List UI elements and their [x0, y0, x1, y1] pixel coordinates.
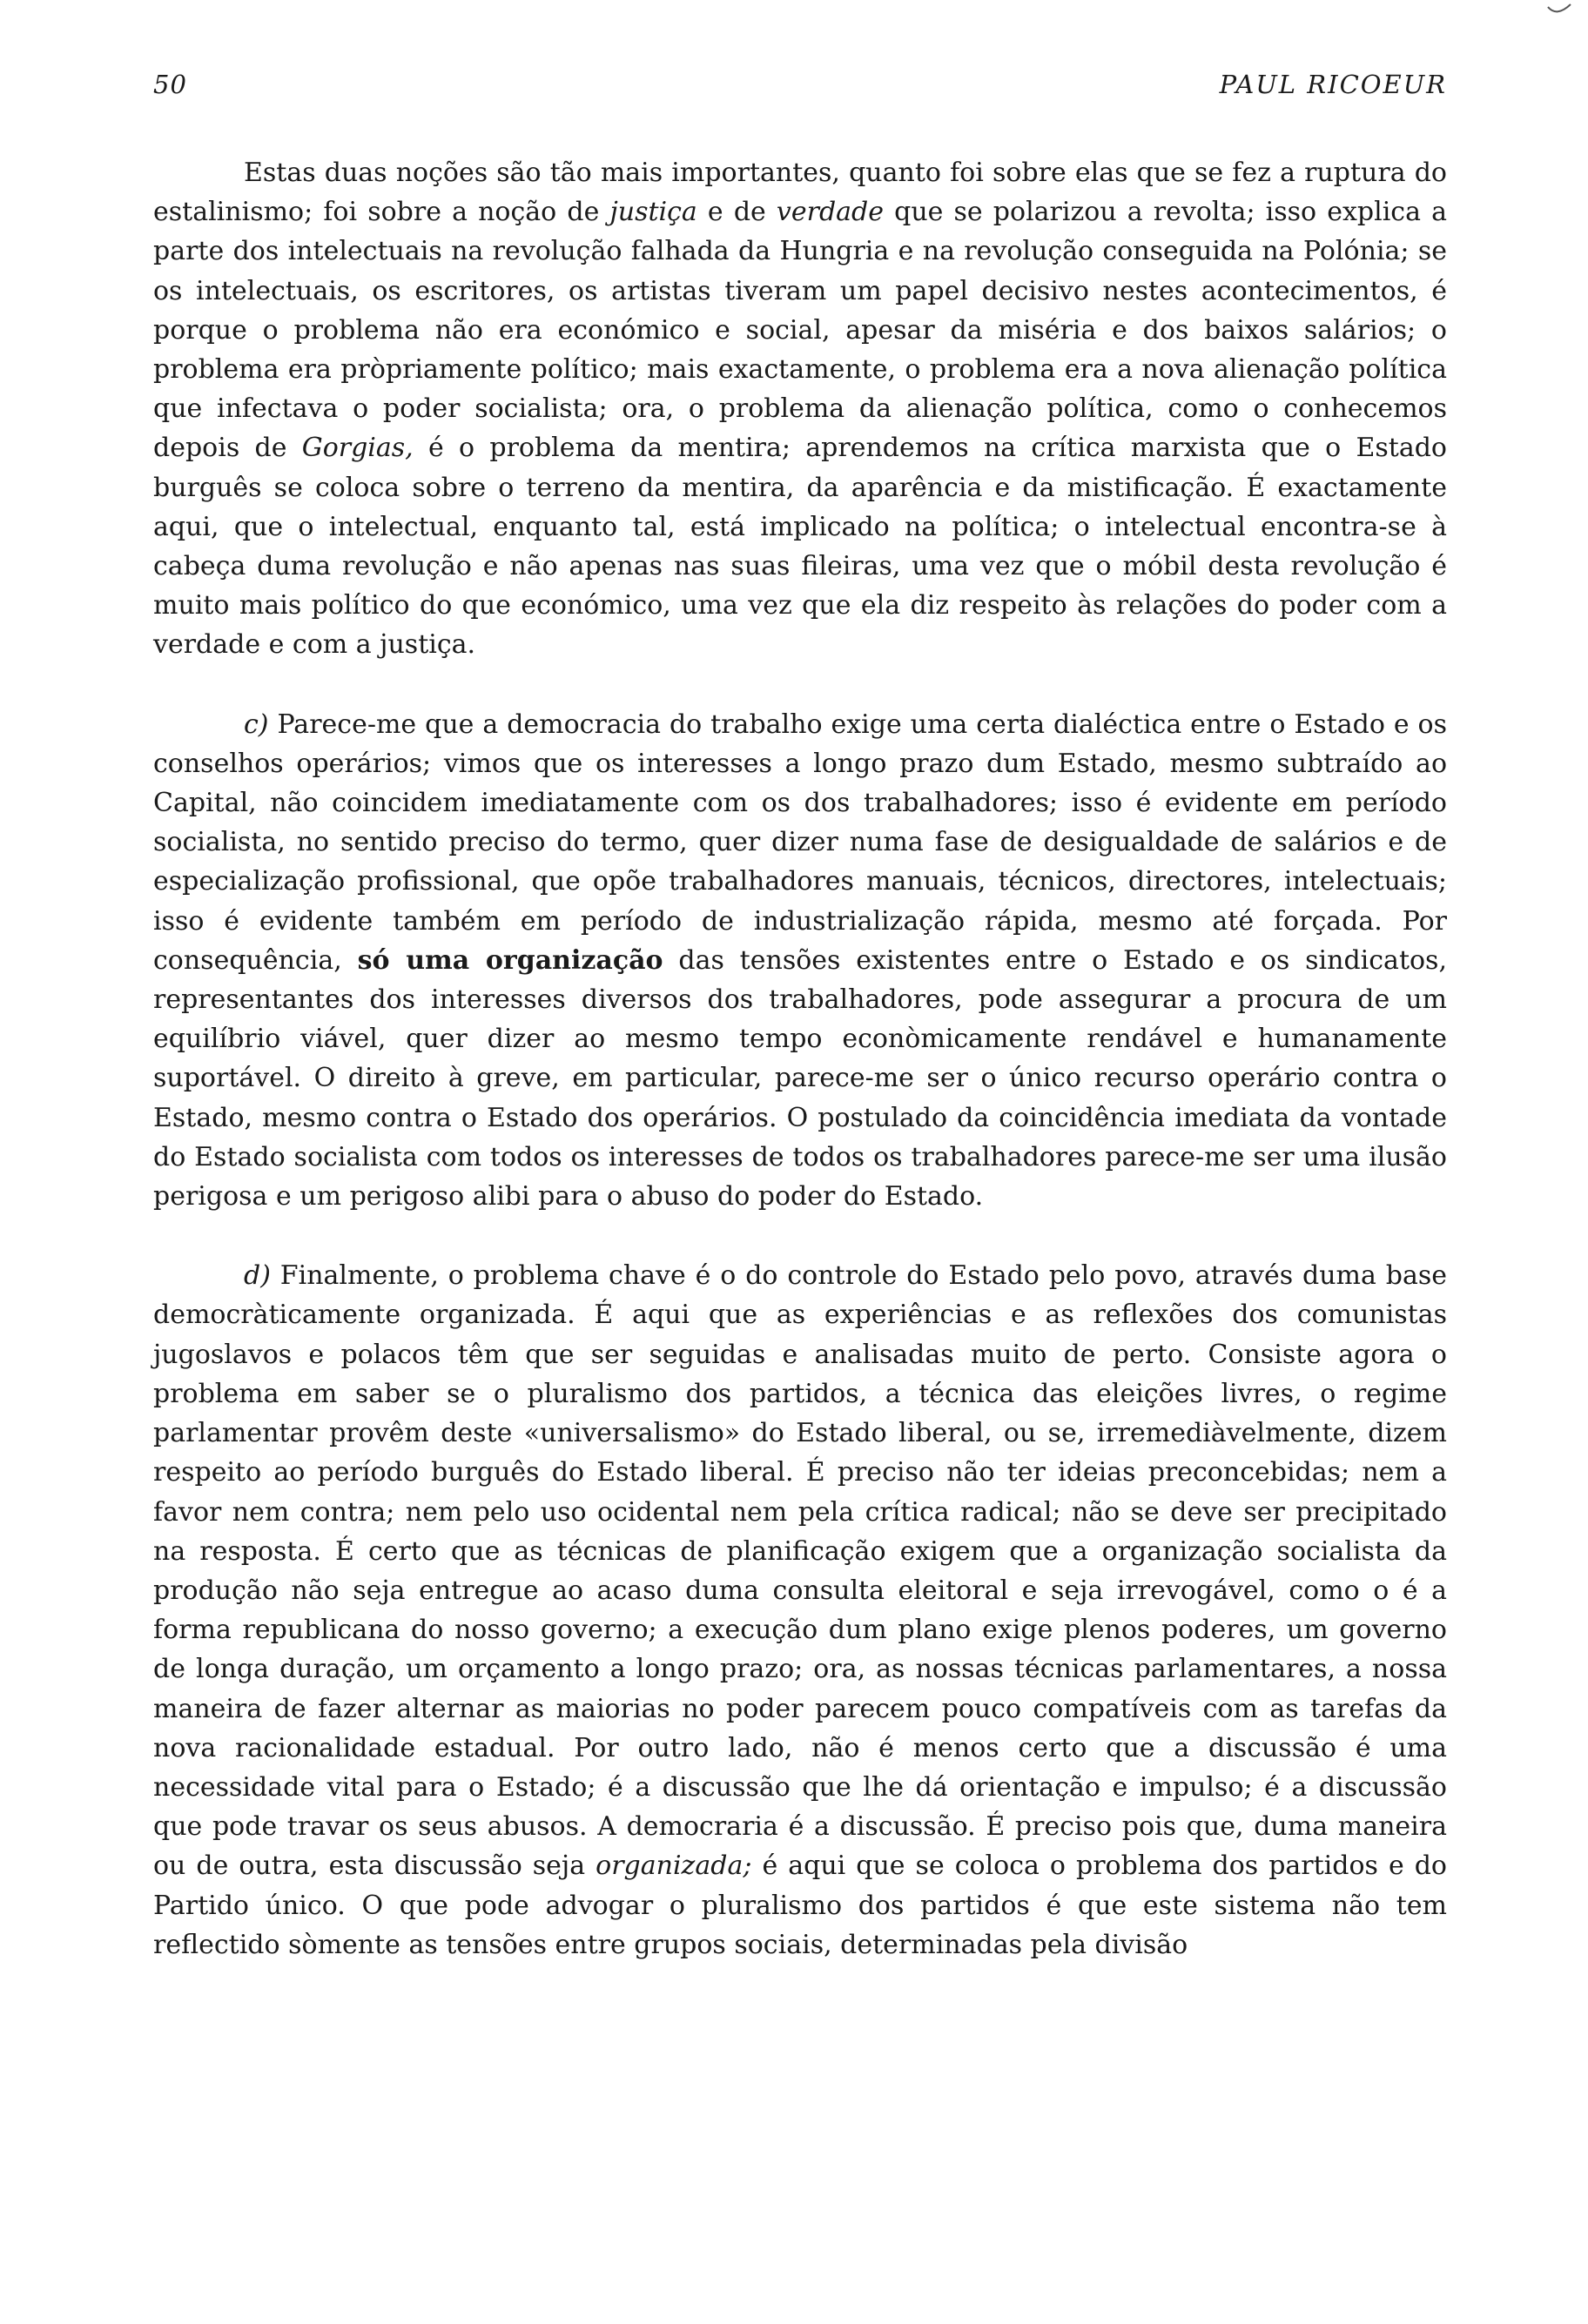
pencil-tick-mark: [1546, 2, 1572, 19]
paragraph: [153, 705, 1447, 1217]
text-run: que se polarizou a revolta; isso explica a parte dos intelectuais na revolução falhada da Hungria e na revolução conseguida na Polónia; se os intelectuais, os escritores, os artistas tiveram um papel decisivo nestes acontecimentos, é porque o problema não era económico e social, apesar da miséria e dos baixos salários; o problema era pròpriamente político; mais exactamente, o problema era a nova alienação política que infectava o poder socialista; ora, o problema da alienação política, como o conhecemos depois de: [153, 197, 1448, 464]
text-run: Estas duas noções são tão mais importantes, quanto foi sobre elas que se fez a ruptura do estalinismo; foi sobre a noção de: [153, 158, 1447, 228]
page-number: 50: [153, 70, 187, 99]
text-run-italic: Gorgias,: [301, 433, 414, 464]
text-run-bold: só uma organização: [357, 944, 663, 976]
text-run: é o problema da mentira; aprendemos na crítica marxista que o Estado burguês se coloca sobre o terreno da mentira, da aparência e da mistificação. É exactamente aqui, que o intelectual, enquanto tal, está implicado na política; o intelectual encontra-se à cabeça duma revolução e não apenas nas suas fileiras, uma vez que o móbil desta revolução é muito mais político do que económico, uma vez que ela diz respeito às relações do poder com a verdade e com a justiça.: [153, 433, 1447, 661]
running-head-author: PAUL RICOEUR: [1219, 70, 1447, 99]
text-run-italic: organizada;: [596, 1850, 752, 1882]
text-run: das tensões existentes entre o Estado e os sindicatos, representantes dos interesses diversos dos trabalhadores, pode assegurar a procura de um equilíbrio viável, quer dizer ao mesmo tempo econòmicamente rendável e humanamente suportável. O direito à greve, em particular, parece-me ser o único recurso operário contra o Estado, mesmo contra o Estado dos operários. O postulado da coincidência imediata da vontade do Estado socialista com todos os interesses de todos os trabalhadores parece-me ser uma ilusão perigosa e um perigoso alibi para o abuso do poder do Estado.: [153, 944, 1447, 1212]
text-run-italic: justiça: [609, 197, 697, 228]
text-run: Parece-me que a democracia do trabalho exige uma certa dialéctica entre o Estado e os conselhos operários; vimos que os interesses a longo prazo dum Estado, mesmo subtraído ao Capital, não coincidem imediatamente com os dos trabalhadores; isso é evidente em período socialista, no sentido preciso do termo, quer dizer numa fase de desigualdade de salários e de especialização profissional, que opõe trabalhadores manuais, técnicos, directores, intelectuais; isso é evidente também em período de industrialização rápida, mesmo até forçada. Por consequência,: [153, 709, 1447, 976]
body-text: [153, 153, 1447, 2005]
list-marker-c: c): [244, 709, 269, 740]
running-header: [153, 70, 1447, 108]
text-run: Finalmente, o problema chave é o do controle do Estado pelo povo, através duma base democràticamente organizada. É aqui que as experiências e as reflexões dos comunistas jugoslavos e polacos têm que ser seguidas e analisadas muito de perto. Consiste agora o problema em saber se o pluralismo dos partidos, a técnica das eleições livres, o regime parlamentar provêm deste «universalismo» do Estado liberal, ou se, irremediàvelmente, dizem respeito ao período burguês do Estado liberal. É preciso não ter ideias preconcebidas; nem a favor nem contra; nem pelo uso ocidental nem pela crítica radical; não se deve ser precipitado na resposta. É certo que as técnicas de planificação exigem que a organização socialista da produção não seja entregue ao acaso duma consulta eleitoral e seja irrevogável, como o é a forma republicana do nosso governo; a execução dum plano exige plenos poderes, um governo de longa duração, um orçamento a longo prazo; ora, as nossas técnicas parlamentares, a nossa maneira de fazer alternar as maiorias no poder parecem pouco compatíveis com as tarefas da nova racionalidade estadual. Por outro lado, não é menos certo que a discussão é uma necessidade vital para o Estado; é a discussão que lhe dá orientação e impulso; é a discussão que pode travar os seus abusos. A democraria é a discussão. É preciso pois que, duma maneira ou de outra, esta discussão seja: [153, 1260, 1447, 1882]
paragraph: [153, 153, 1447, 665]
paragraph: [153, 1256, 1447, 1965]
text-run: e de: [696, 197, 777, 228]
list-marker-d: d): [244, 1260, 271, 1292]
text-run-italic: verdade: [776, 197, 884, 228]
text-run: é aqui que se coloca o problema dos partidos e do Partido único. O que pode advogar o pluralismo dos partidos é que este sistema não tem reflectido sòmente as tensões entre grupos sociais, determinadas pela divisão: [153, 1850, 1447, 1960]
